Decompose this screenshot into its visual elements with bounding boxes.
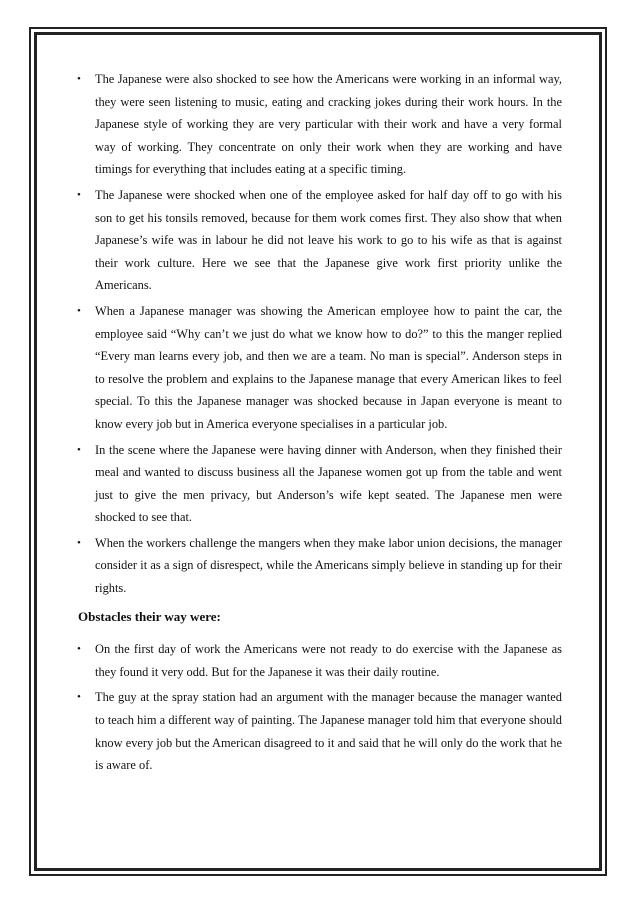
list-item-text: The guy at the spray station had an argument with the manager because the manager wanted to teach him a different way of painting. The Japanese manager told him that everyone should know every job but the American disagreed to it and said that he will only do the work that he is aware of. [95,690,562,773]
list-item [78,686,562,776]
list-item-text: On the first day of work the Americans were not ready to do exercise with the Japanese as they found it very odd. But for the Japanese it was their daily routine. [95,642,562,679]
list-item-text: When a Japanese manager was showing the American employee how to paint the car, the employee said “Why can’t we just do what we know how to do?” to this the manger replied “Every man learns every job, and then we are a team. No man is special”. Anderson steps in to resolve the problem and explains to the Japanese manage that every American likes to feel special. To this the Japanese manager was shocked because in Japan everyone is meant to know every job but in America everyone specialises in a particular job. [95,303,562,431]
list-item-text: When the workers challenge the mangers when they make labor union decisions, the manager consider it as a sign of disrespect, while the Americans simply believe in standing up for their rights. [95,535,562,596]
bullet-icon: • [77,304,81,317]
list-item [78,532,562,600]
section-heading: Obstacles their way were: [78,608,221,624]
list-item-text: The Japanese were shocked when one of the employee asked for half day off to go with his son to get his tonsils removed, because for them work comes first. They also show that when Japanese’s wife was in labour he did not leave his work to go to his wife as that is against their work culture. Here we see that the Japanese give work first priority unlike the Americans. [95,187,562,293]
list-item [78,439,562,529]
bullet-icon: • [77,691,81,704]
list-item-text: The Japanese were also shocked to see how the Americans were working in an informal way, they were seen listening to music, eating and cracking jokes during their work hours. In the Japanese style of working they are very particular with their work and have a very formal way of working. They concentrate on only their work when they are working and have timings for everything that includes eating at a specific timing. [95,72,562,177]
list-item [78,184,562,297]
list-item [78,68,562,181]
bullet-icon: • [77,643,81,656]
list-item [78,638,562,683]
list-item [78,300,562,436]
bullet-icon: • [77,188,81,201]
document-body [78,68,562,780]
obstacles-list [78,638,562,777]
culture-shock-list [78,68,562,600]
bullet-icon: • [77,443,81,456]
bullet-icon: • [77,73,81,85]
bullet-icon: • [77,536,81,549]
list-item-text: In the scene where the Japanese were having dinner with Anderson, when they finished their meal and wanted to discuss business all the Japanese women got up from the table and went just to give the men privacy, but Anderson’s wife kept seated. The Japanese men were shocked to see that. [95,442,562,525]
